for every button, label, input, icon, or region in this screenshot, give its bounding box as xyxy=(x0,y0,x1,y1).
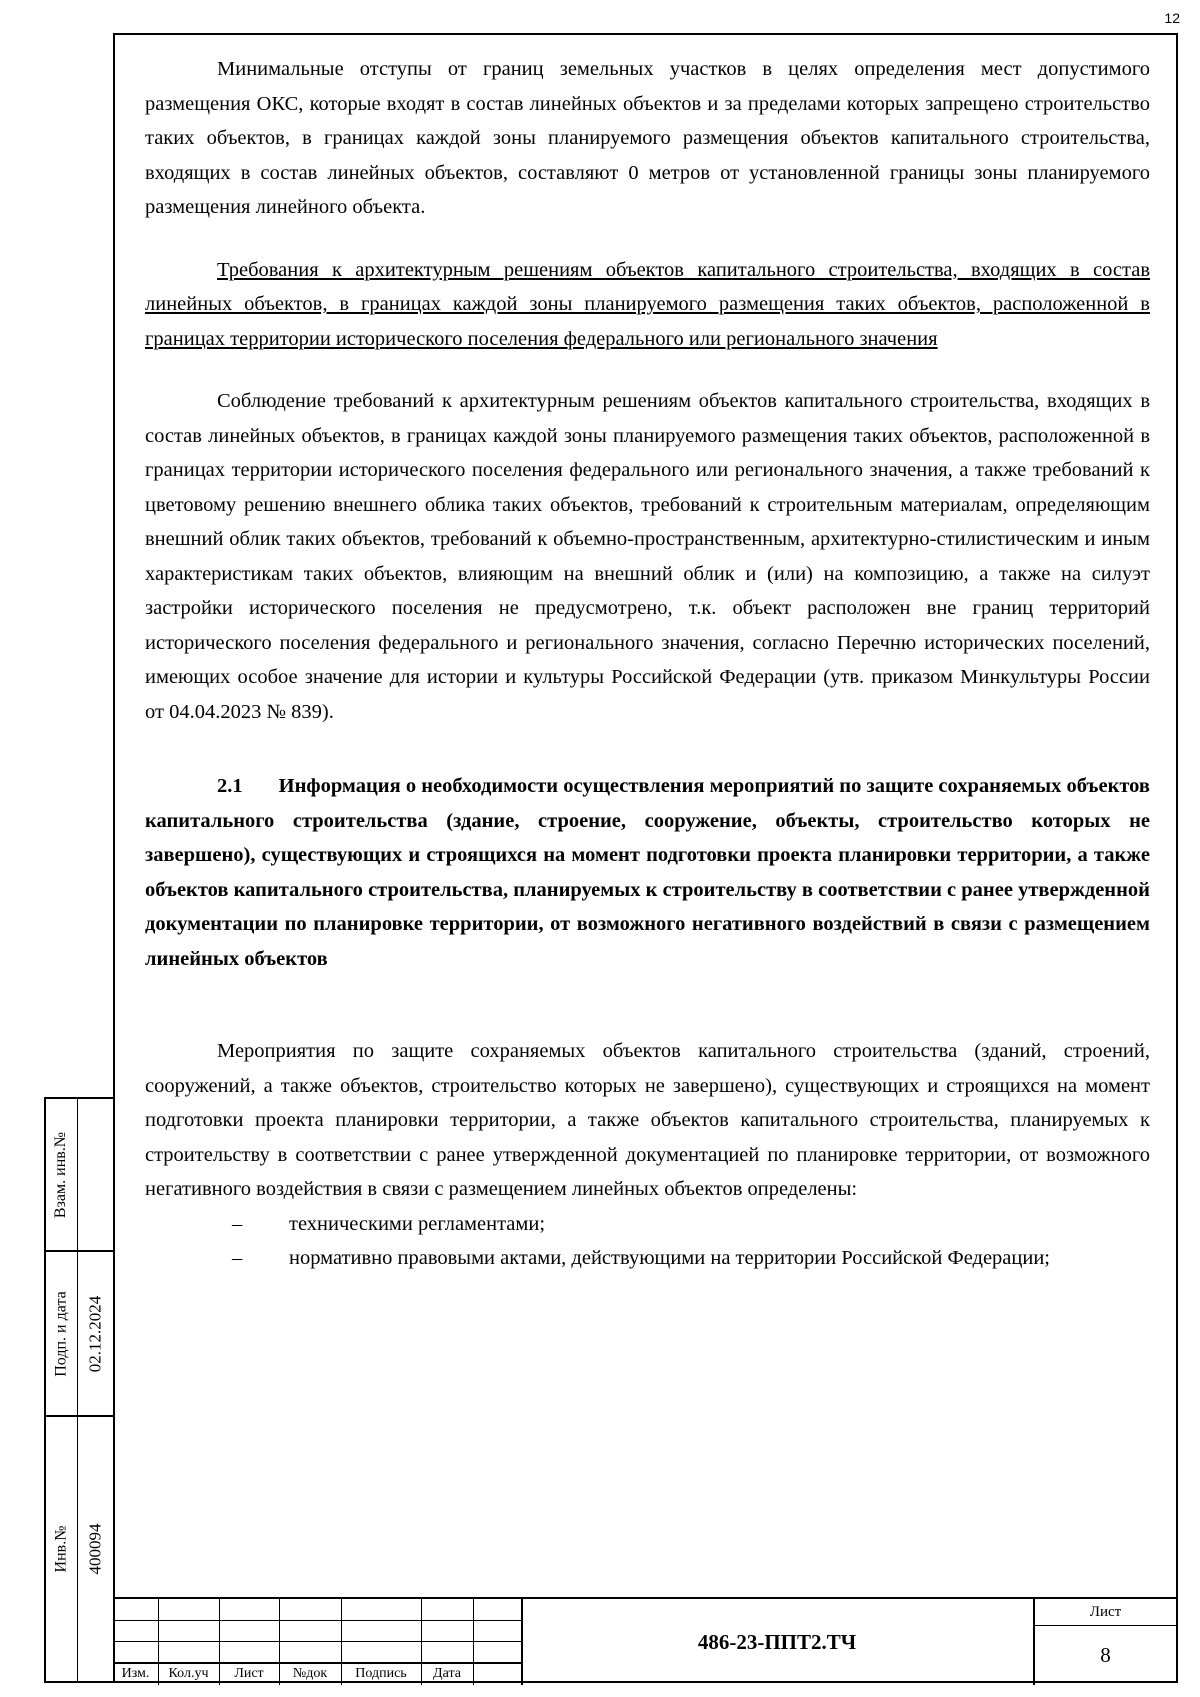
list-item xyxy=(145,1207,1150,1242)
section-heading-2-1: 2.1 Информация о необходимости осуществления мероприятий по защите сохраняемых объектов капитального строительства (здание, строение, сооружение, объекты, строительство которых не завершено), существующих и строящихся на момент подготовки проекта планировки территории, а также объектов капитального строительства, планируемых к строительству в соответствии с ранее утвержденной документации по планировке территории, от возможного негативного воздействий в связи с размещением линейных объектов xyxy=(145,775,1150,970)
page-number-top: 12 xyxy=(1164,10,1180,26)
header-izm: Изм. xyxy=(121,1666,150,1681)
list-item xyxy=(145,1241,1150,1276)
list-item-text: нормативно правовыми актами, действующими на территории Российской Федерации; xyxy=(289,1247,1051,1269)
list-item-text: техническими регламентами; xyxy=(289,1212,546,1235)
side-stamp-podp xyxy=(44,1250,113,1417)
podp-value: 02.12.2024 xyxy=(85,1295,104,1372)
side-stamp-vzam xyxy=(44,1097,113,1252)
dash-marker: – xyxy=(232,1212,243,1235)
document-code: 486-23-ППТ2.ТЧ xyxy=(697,1629,857,1654)
title-block xyxy=(113,1597,1178,1685)
podp-label: Подп. и дата xyxy=(52,1290,70,1377)
inv-label: Инв.№ xyxy=(52,1525,70,1573)
header-data: Дата xyxy=(433,1666,461,1681)
sheet-number: 8 xyxy=(1100,1642,1111,1667)
sheet-label: Лист xyxy=(1033,1599,1178,1626)
paragraph-setbacks: Минимальные отступы от границ земельных участков в целях определения мест допустимого размещения ОКС, которые входят в состав линейных объектов и за пределами которых запрещено строительство таких объектов, в границах каждой зоны планируемого размещения объектов капитального строительства, входящих в состав линейных объектов, составляют 0 метров от установленной границы зоны планируемого размещения линейного объекта. xyxy=(145,58,1150,218)
header-list: Лист xyxy=(234,1666,264,1681)
header-ndok: №док xyxy=(292,1666,328,1681)
paragraph-architecture: Соблюдение требований к архитектурным решениям объектов капитального строительства, входящих в состав линейных объектов, в границах каждой зоны планируемого размещения таких объектов, расположенной в границах территории исторического поселения федерального или регионального значения, а также требований к цветовому решению внешнего облика таких объектов, требований к строительным материалам, определяющим внешний облик таких объектов, требований к объемно-пространственным, архитектурно-стилистическим и иным характеристикам таких объектов, влияющим на внешний облик и (или) на композицию, а также на силуэт застройки исторического поселения не предусмотрено, т.к. объект расположен вне границ территорий исторического поселения федерального и регионального значения, согласно Перечню исторических поселений, имеющих особое значение для истории и культуры Российской Федерации (утв. приказом Минкультуры России от 04.04.2023 № 839). xyxy=(145,390,1150,723)
vzam-label: Взам. инв.№ xyxy=(52,1131,70,1218)
inv-value: 400094 xyxy=(85,1523,104,1575)
dash-marker: – xyxy=(232,1247,243,1269)
heading-architecture-requirements: Требования к архитектурным решениям объектов капитального строительства, входящих в состав линейных объектов, в границах каждой зоны планируемого размещения таких объектов, расположенной в границах территории исторического поселения федерального или регионального значения xyxy=(145,258,1150,350)
header-kol-uch: Кол.уч xyxy=(168,1666,209,1681)
header-podpis: Подпись xyxy=(355,1666,407,1681)
side-stamp-inv xyxy=(44,1415,113,1683)
paragraph-protection-measures: Мероприятия по защите сохраняемых объектов капитального строительства (зданий, строений, сооружений, а также объектов, строительство которых не завершено), существующих и строящихся на момент подготовки проекта планировки территории, а также объектов капитального строительства, планируемых к строительству в соответствии с ранее утвержденной документацией по планировке территории, от возможного негативного воздействия в связи с размещением линейных объектов определены: xyxy=(145,1040,1150,1200)
document-body xyxy=(145,52,1150,1276)
